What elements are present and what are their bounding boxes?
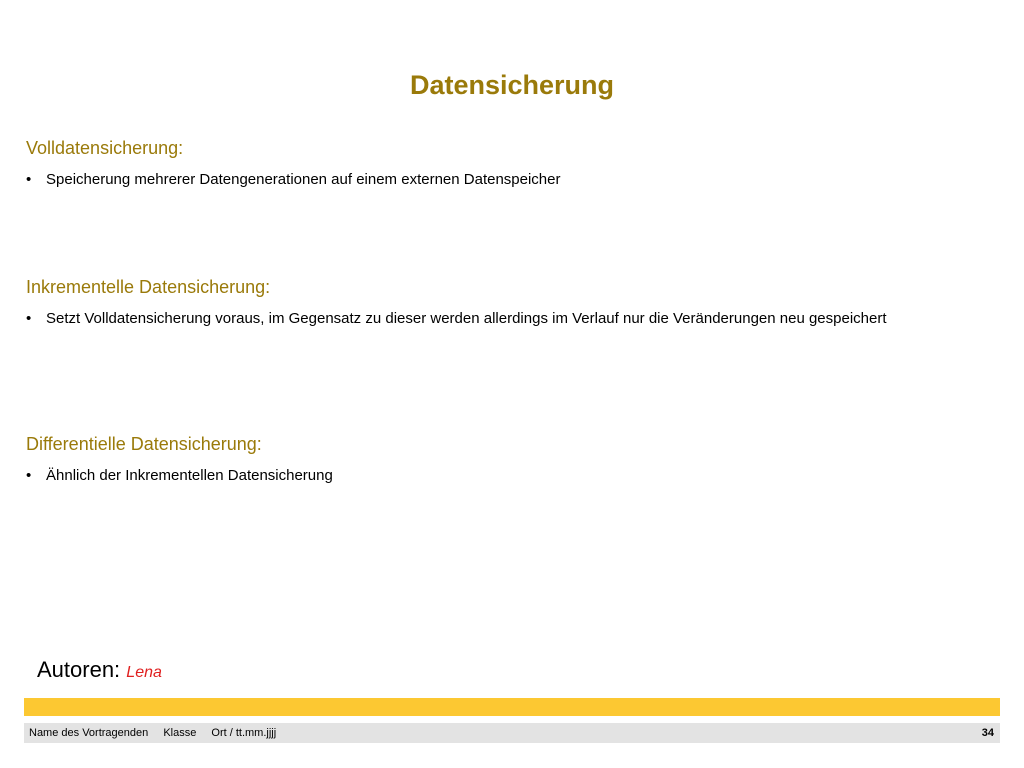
bullet-text: Setzt Volldatensicherung voraus, im Gegensatz zu dieser werden allerdings im Verlauf nur die Veränderungen neu gespeichert xyxy=(46,310,887,327)
slide-title: Datensicherung xyxy=(409,70,615,100)
bullet-icon: • xyxy=(26,171,32,188)
bullet-item xyxy=(26,309,966,329)
footer xyxy=(24,723,1000,743)
bullet-item xyxy=(26,170,966,190)
bullet-item xyxy=(26,466,966,486)
footer-place-date: Ort / tt.mm.jjjj xyxy=(211,727,277,739)
section-differentielle-datensicherung xyxy=(26,433,966,486)
author-name: Lena xyxy=(126,664,162,681)
section-heading: Inkrementelle Datensicherung: xyxy=(26,277,271,297)
section-volldatensicherung xyxy=(26,137,966,190)
bullet-text: Ähnlich der Inkrementellen Datensicherung xyxy=(46,467,333,484)
bullet-text: Speicherung mehrerer Datengenerationen auf einem externen Datenspeicher xyxy=(46,171,561,188)
bullet-icon: • xyxy=(26,467,32,484)
footer-accent-bar xyxy=(24,698,1000,716)
authors-line xyxy=(37,656,162,687)
section-inkrementelle-datensicherung xyxy=(26,276,966,329)
page-number: 34 xyxy=(981,727,994,739)
bullet-icon: • xyxy=(26,310,32,327)
footer-class: Klasse xyxy=(163,727,197,739)
section-heading: Volldatensicherung: xyxy=(26,138,184,158)
footer-info xyxy=(29,723,288,743)
footer-presenter: Name des Vortragenden xyxy=(29,727,149,739)
authors-label: Autoren: xyxy=(37,657,121,682)
section-heading: Differentielle Datensicherung: xyxy=(26,434,262,454)
